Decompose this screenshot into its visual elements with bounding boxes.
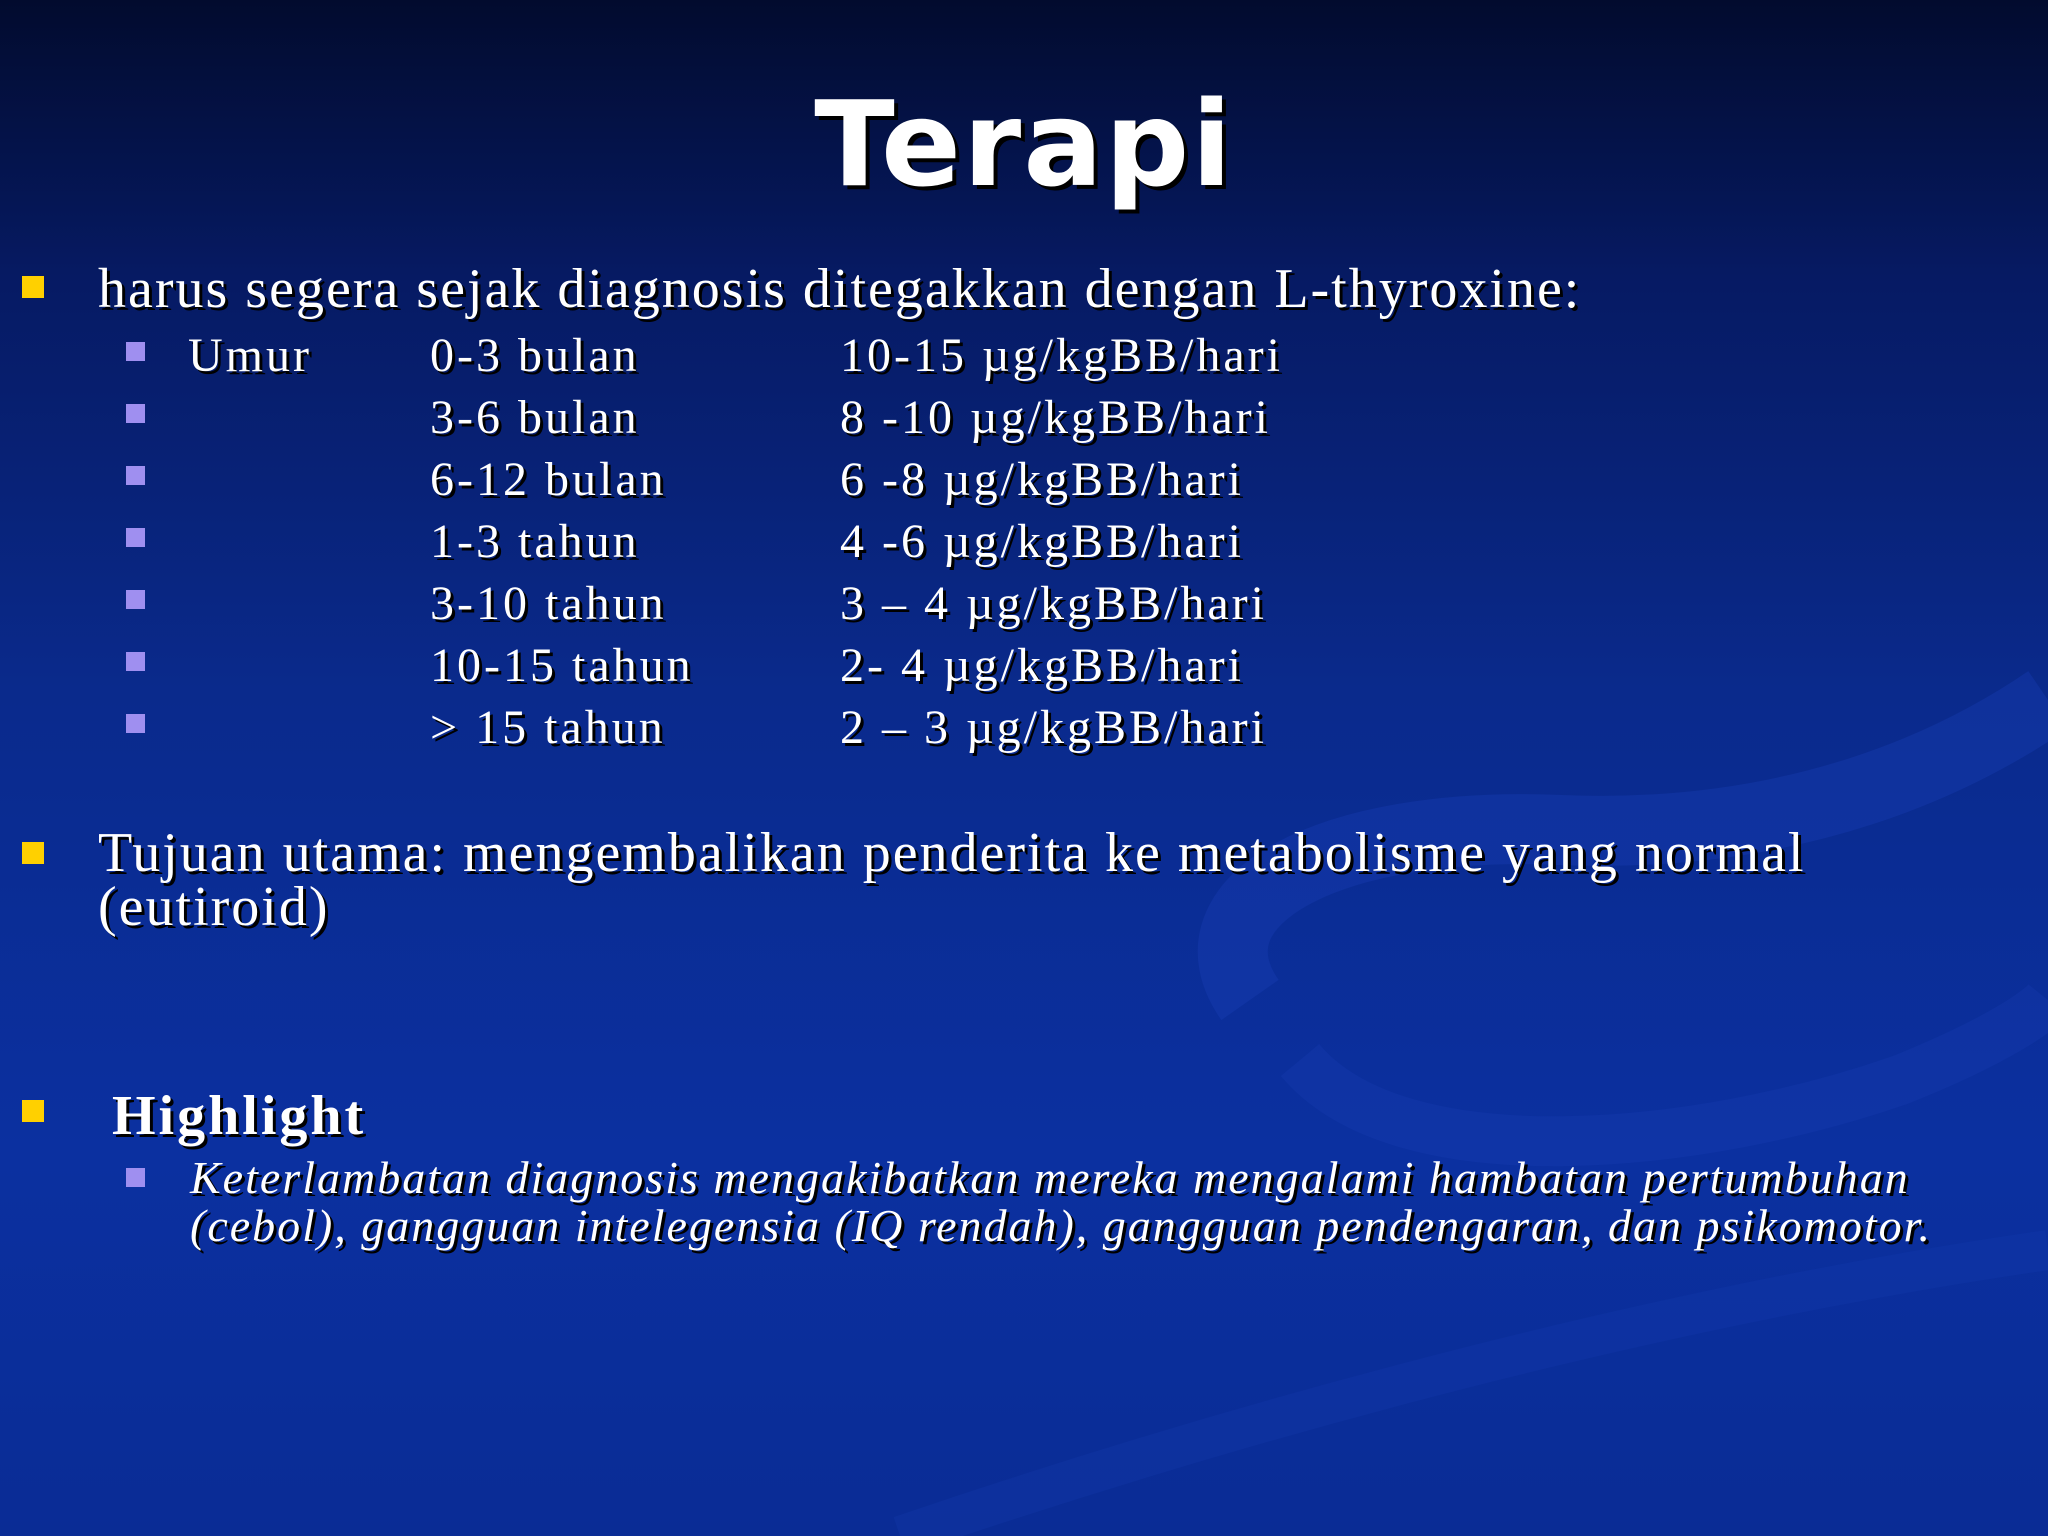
dosage-value: 6 -8 µg/kgBB/hari	[840, 453, 1244, 506]
sub-bullet-icon	[126, 714, 145, 733]
dosage-age: 0-3 bulan	[430, 329, 640, 382]
dosage-value: 3 – 4 µg/kgBB/hari	[840, 577, 1267, 630]
dosage-age: 3-6 bulan	[430, 391, 640, 444]
dosage-value: 2 – 3 µg/kgBB/hari	[840, 701, 1267, 754]
sub-bullet-icon	[126, 590, 145, 609]
dosage-age: 1-3 tahun	[430, 515, 640, 568]
sub-bullet-icon	[126, 528, 145, 547]
dosage-value: 4 -6 µg/kgBB/hari	[840, 515, 1244, 568]
goal-text: Tujuan utama: mengembalikan penderita ke metabolisme yang normal (eutiroid)	[98, 822, 1806, 938]
dosage-label: Umur	[188, 329, 312, 382]
dosage-age: > 15 tahun	[430, 701, 666, 754]
bullet-square-icon	[22, 1100, 44, 1122]
sub-bullet-icon	[126, 466, 145, 485]
dosage-value: 2- 4 µg/kgBB/hari	[840, 639, 1244, 692]
dosage-value: 10-15 µg/kgBB/hari	[840, 329, 1283, 382]
sub-bullet-icon	[126, 1168, 145, 1187]
sub-bullet-icon	[126, 652, 145, 671]
sub-bullet-icon	[126, 404, 145, 423]
dosage-age: 6-12 bulan	[430, 453, 667, 506]
intro-text: harus segera sejak diagnosis ditegakkan dengan L-thyroxine:	[98, 258, 1582, 320]
highlight-heading: Highlight	[112, 1085, 367, 1147]
bullet-square-icon	[22, 276, 44, 298]
slide-title: Terapi	[814, 75, 1234, 213]
dosage-age: 3-10 tahun	[430, 577, 667, 630]
sub-bullet-icon	[126, 342, 145, 361]
highlight-text: Keterlambatan diagnosis mengakibatkan mereka mengalami hambatan pertumbuhan (cebol), gangguan intelegensia (IQ rendah), gangguan pendengaran, dan psikomotor.	[190, 1152, 1932, 1251]
bullet-square-icon	[22, 842, 44, 864]
dosage-value: 8 -10 µg/kgBB/hari	[840, 391, 1271, 444]
dosage-age: 10-15 tahun	[430, 639, 694, 692]
